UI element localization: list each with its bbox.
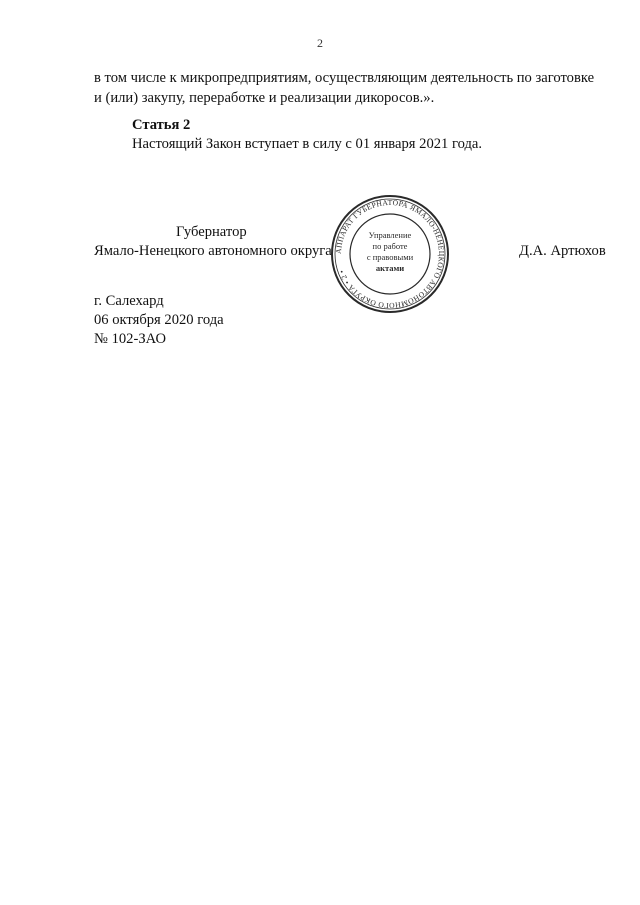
article-heading: Статья 2 (132, 117, 191, 133)
page-number: 2 (317, 36, 323, 50)
seal-inner-line-1: Управление (368, 230, 412, 240)
governor-region: Ямало-Ненецкого автономного округа (94, 243, 332, 259)
seal-graphic (329, 193, 451, 315)
place: г. Салехард (94, 293, 164, 309)
article-text: Настоящий Закон вступает в силу с 01 января 2021 года. (132, 136, 483, 152)
governor-title: Губернатор (176, 224, 247, 240)
seal-inner-line-4: актами (375, 263, 405, 273)
seal-outer-text: АППАРАТ ГУБЕРНАТОРА ЯМАЛО-НЕНЕЦКОГО АВТОНОМНОГО ОКРУГА • 2 • (333, 197, 447, 311)
law-number: № 102-ЗАО (94, 331, 166, 347)
body-line-2: и (или) закупу, переработке и реализации дикоросов.». (94, 90, 435, 106)
governor-name: Д.А. Артюхов (519, 243, 606, 259)
seal-inner-line-3: с правовыми (366, 252, 414, 262)
seal-inner-line-2: по работе (372, 241, 408, 251)
body-line-1: в том числе к микропредприятиям, осуществляющим деятельность по заготовке (94, 70, 595, 86)
date: 06 октября 2020 года (94, 312, 224, 328)
seal-stamp (329, 193, 451, 315)
